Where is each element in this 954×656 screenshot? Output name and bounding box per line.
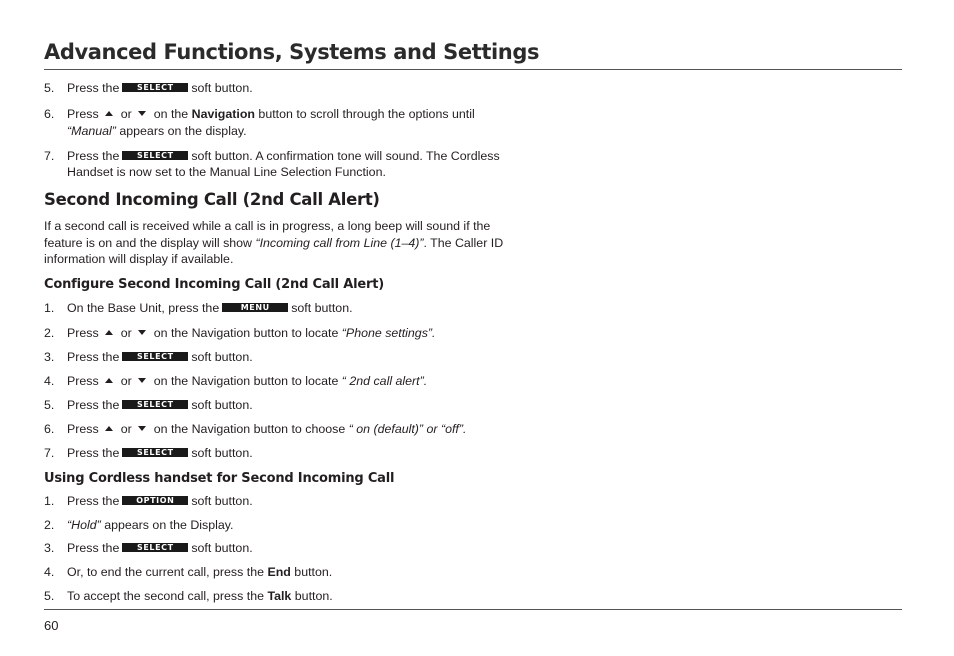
select-key-icon: SELECT [122,83,188,92]
section-heading: Second Incoming Call (2nd Call Alert) [44,190,380,209]
up-arrow-icon [105,111,113,116]
down-arrow-icon [138,330,146,335]
page-number: 60 [44,618,59,633]
select-key-icon: SELECT [122,151,188,160]
select-key-icon: SELECT [122,448,188,457]
subsection-heading: Configure Second Incoming Call (2nd Call Alert) [44,277,384,292]
select-key-icon: SELECT [122,543,188,552]
section-paragraph: If a second call is received while a call is in progress, a long beep will sound if the feature is on and the display will show “Incoming call from Line (1–4)”. The Caller ID information will display if available. [44,219,504,266]
footer-rule [44,609,902,610]
page-title: Advanced Functions, Systems and Settings [44,40,540,64]
down-arrow-icon [138,426,146,431]
down-arrow-icon [138,111,146,116]
title-rule [44,69,902,70]
up-arrow-icon [105,330,113,335]
select-key-icon: SELECT [122,400,188,409]
subsection-heading: Using Cordless handset for Second Incoming Call [44,471,395,486]
option-key-icon: OPTION [122,496,188,505]
select-key-icon: SELECT [122,352,188,361]
menu-key-icon: MENU [222,303,288,312]
up-arrow-icon [105,426,113,431]
up-arrow-icon [105,378,113,383]
down-arrow-icon [138,378,146,383]
